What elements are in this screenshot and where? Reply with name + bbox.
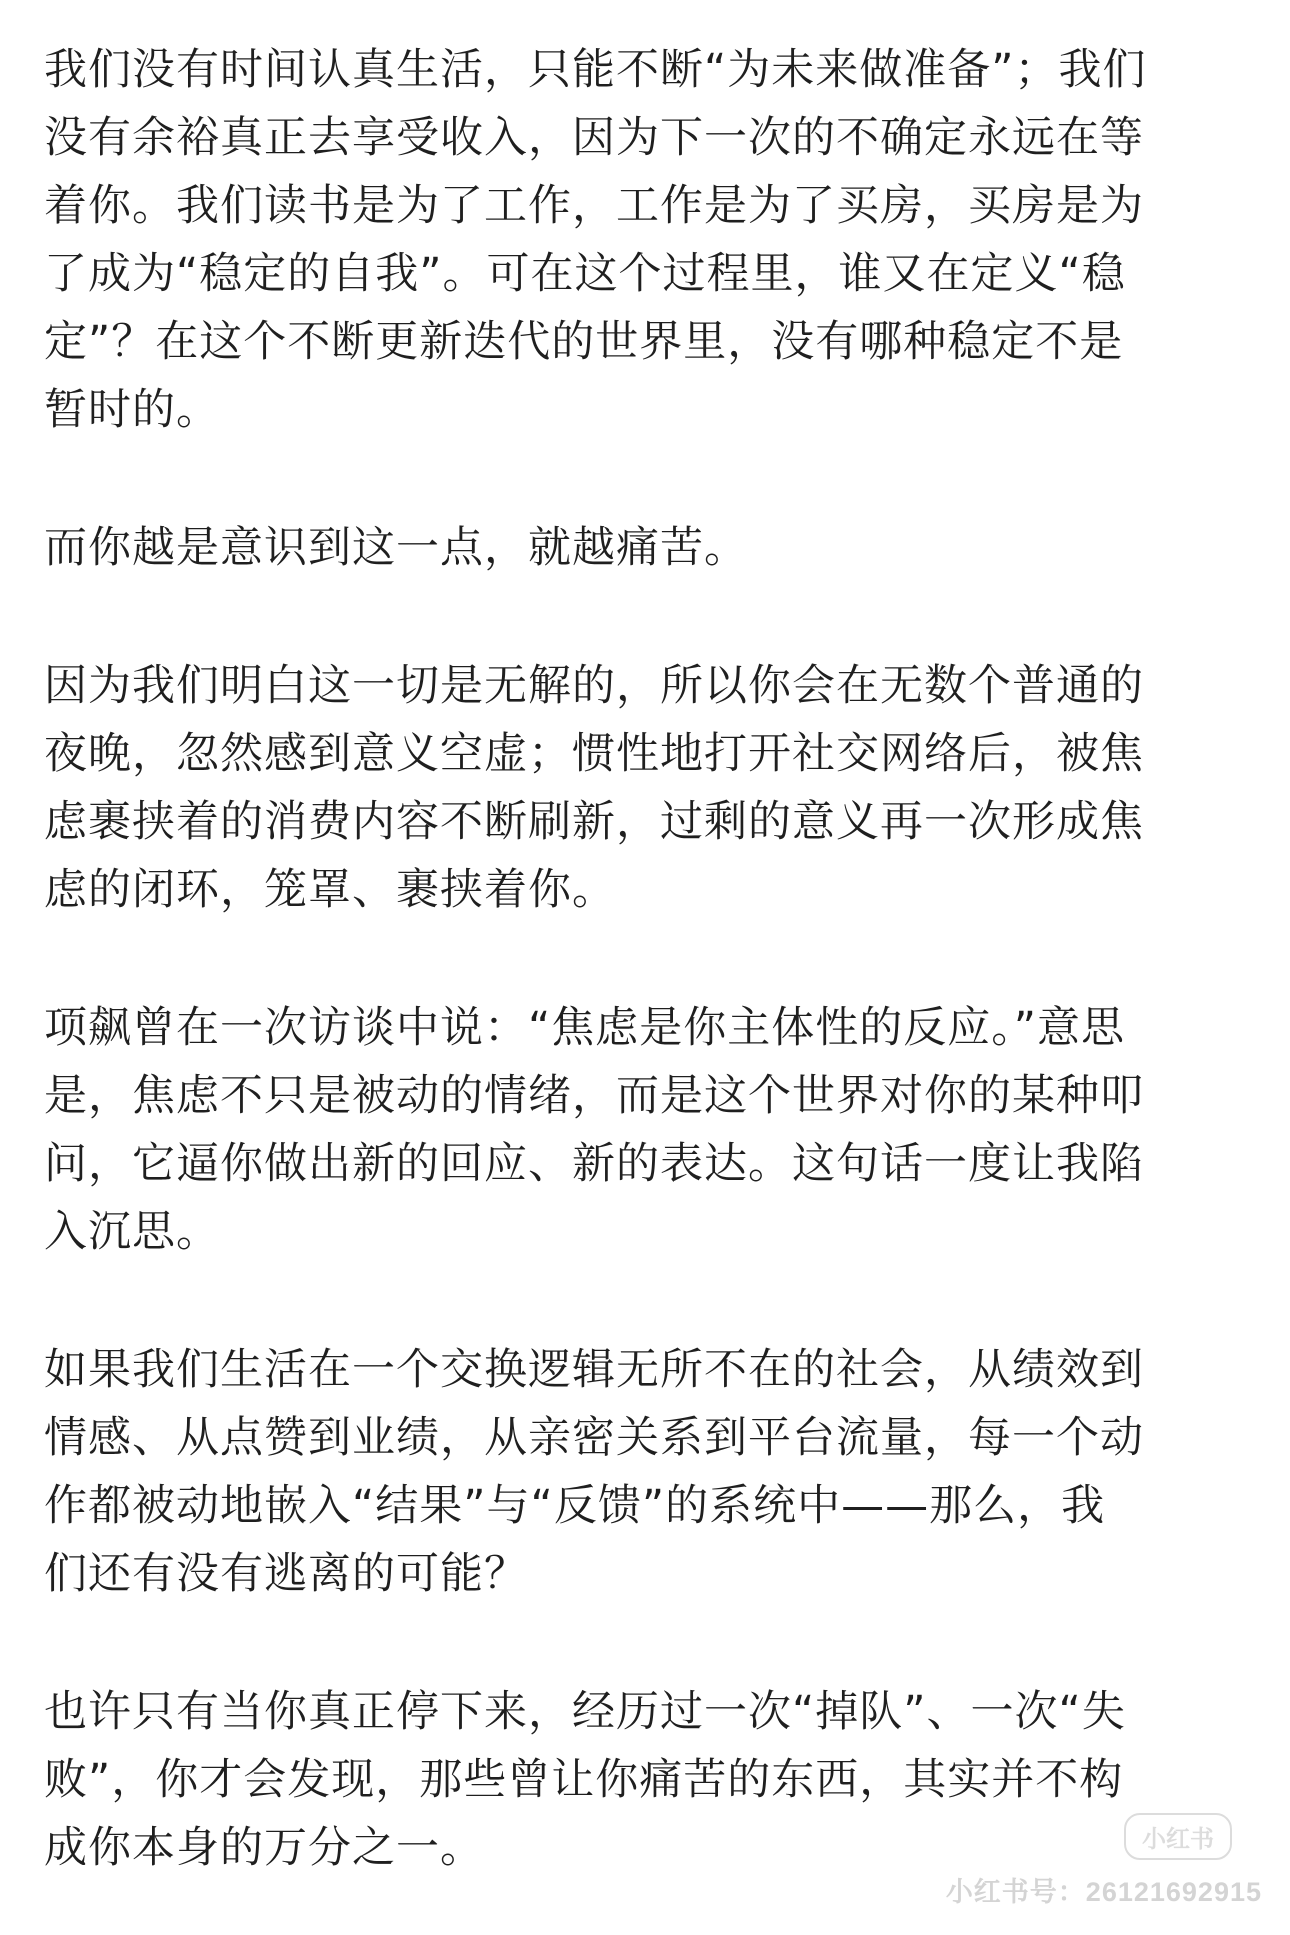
paragraph-1: 我们没有时间认真生活，只能不断“为未来做准备”；我们 没有余裕真正去享受收入，因为下一次的不确定永远在等 着你。我们读书是为了工作，工作是为了买房，买房是为 了成为“稳定的自我”。可在这个过程里，谁又在定义“稳 定”？在这个不断更新迭代的世界里，没有哪种稳定不是 暂时的。 xyxy=(44,45,1147,435)
watermark-id: 小红书号：26121692915 xyxy=(945,1877,1262,1907)
paragraph-3: 因为我们明白这一切是无解的，所以你会在无数个普通的 夜晚，忽然感到意义空虚；惯性地打开社交网络后，被焦 虑裹挟着的消费内容不断刷新，过剩的意义再一次形成焦 虑的闭环，笼罩、裹挟着你。 xyxy=(44,661,1144,915)
paragraph-5: 如果我们生活在一个交换逻辑无所不在的社会，从绩效到 情感、从点赞到业绩，从亲密关系到平台流量，每一个动 作都被动地嵌入“结果”与“反馈”的系统中——那么，我 们还有没有逃离的可能？ xyxy=(44,1345,1144,1599)
paragraph-2: 而你越是意识到这一点，就越痛苦。 xyxy=(44,523,748,573)
paragraph-4: 项飙曾在一次访谈中说：“焦虑是你主体性的反应。”意思 是，焦虑不只是被动的情绪，而是这个世界对你的某种叩 问，它逼你做出新的回应、新的表达。这句话一度让我陷 入沉思。 xyxy=(44,1003,1144,1257)
watermark-logo: 小红书 xyxy=(1124,1813,1232,1860)
watermark xyxy=(946,1813,1262,1909)
article-body xyxy=(44,36,1254,1882)
paragraph-6: 也许只有当你真正停下来，经历过一次“掉队”、一次“失 败”，你才会发现，那些曾让你痛苦的东西，其实并不构 成你本身的万分之一。 xyxy=(44,1687,1126,1873)
